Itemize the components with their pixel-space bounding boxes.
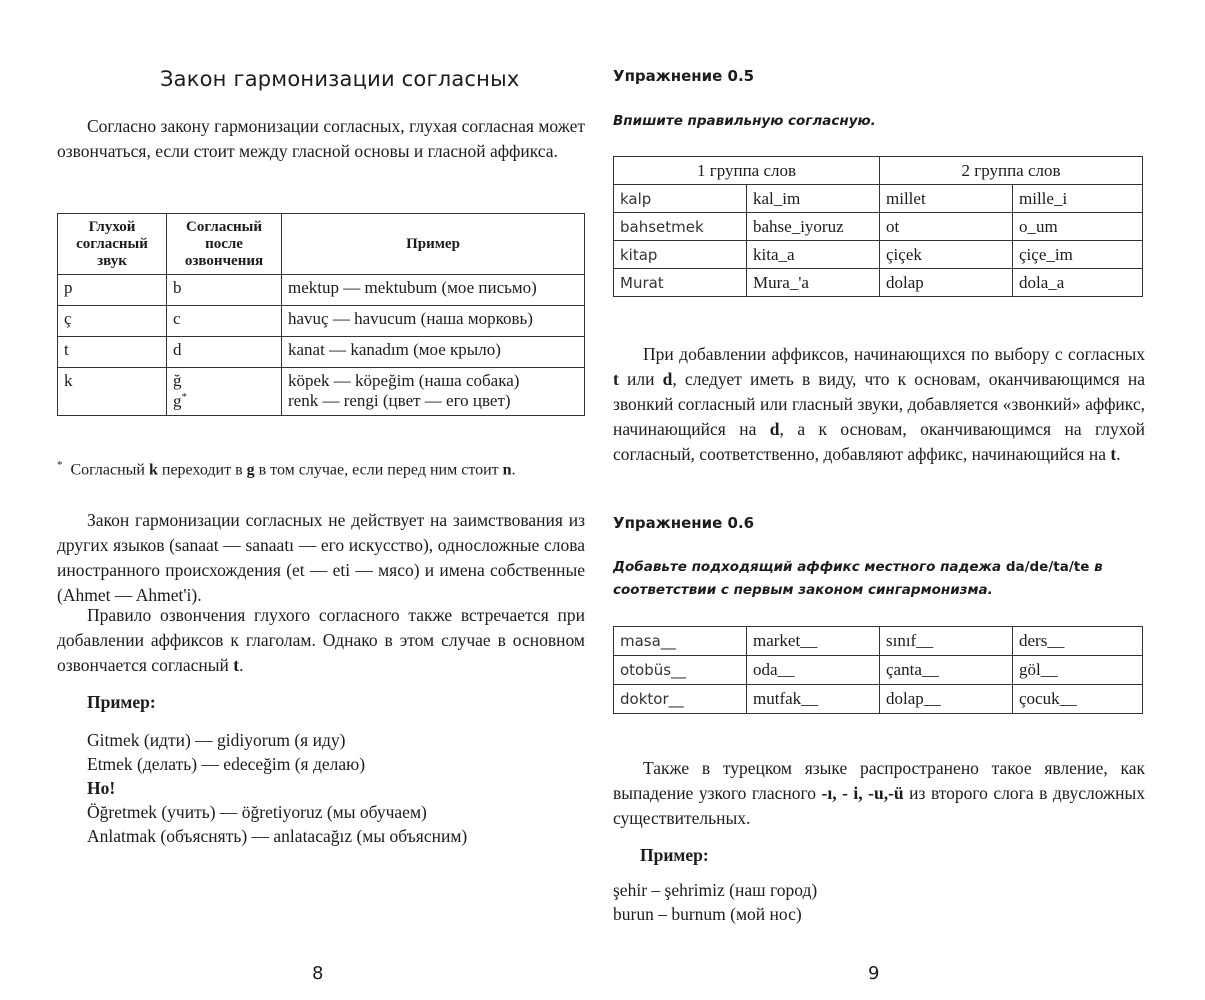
table-cell[interactable]: dola_a [1013,269,1143,297]
example-line: Anlatmak (объяснять) — anlatacağız (мы объясним) [87,826,468,846]
table-cell[interactable]: oda__ [747,656,880,685]
table-cell: çiçek [880,241,1013,269]
table-cell[interactable]: göl__ [1013,656,1143,685]
table-header: Глухой согласный звук [58,214,167,275]
paragraph-vowel-drop [613,756,1145,831]
paragraph-affixes [613,342,1145,467]
table-header-row [614,157,1143,185]
paragraph-bold: t [613,369,619,389]
paragraph-text: Также в турецком языке распространено такое явление, как выпадение узкого гласного [613,758,1145,803]
paragraph-text: . [1116,444,1121,464]
table-cell[interactable]: çiçe_im [1013,241,1143,269]
table-cell: dolap [880,269,1013,297]
consonant-table [57,213,585,416]
table-cell: t [58,337,167,368]
table-cell[interactable]: çocuk__ [1013,685,1143,714]
exercise-task [613,556,1145,602]
table-cell[interactable]: ders__ [1013,627,1143,656]
paragraph-bold: d [769,419,780,439]
cell-line [173,391,275,412]
exercise-title: Упражнение 0.5 [613,67,755,85]
footnote-text: Согласный [70,461,149,479]
exercise-table-1 [613,156,1143,297]
example-line: şehir – şehrimiz (наш город) [613,880,818,900]
table-cell: havuç — havucum (наша морковь) [282,306,585,337]
table-cell[interactable]: o_um [1013,213,1143,241]
example-line: Öğretmek (учить) — öğretiyoruz (мы обучаем) [87,802,427,822]
example-line: Etmek (делать) — edeceğim (я делаю) [87,754,366,774]
table-cell[interactable]: kita_a [747,241,880,269]
table-cell: p [58,275,167,306]
table-row [614,185,1143,213]
exercise-table-2 [613,626,1143,714]
table-row [58,337,585,368]
table-cell: bahsetmek [614,213,747,241]
cell-line: renk — rengi (цвет — его цвет) [288,391,511,410]
example-list [87,728,467,848]
paragraph-verbs [57,603,585,678]
table-cell [167,368,282,416]
table-cell: kitap [614,241,747,269]
table-cell[interactable]: Mura_'a [747,269,880,297]
table-cell[interactable]: doktor__ [614,685,747,714]
exercise-task: Впишите правильную согласную. [613,113,876,129]
paragraph-text: , следует иметь в виду, что к основам, оканчивающимся на звонкий согласный или гласный звуки, добавляется «звонкий» аффикс, начинающийся на [613,369,1145,439]
table-cell[interactable]: market__ [747,627,880,656]
table-cell: kalp [614,185,747,213]
cell-line: köpek — köpeğim (наша собака) [288,371,520,390]
table-cell[interactable]: dolap__ [880,685,1013,714]
task-text: Добавьте подходящий аффикс местного падежа [613,559,1006,575]
paragraph-bold: t [233,655,240,675]
footnote-text: . [511,461,516,479]
exercise-title: Упражнение 0.6 [613,514,755,532]
table-cell: d [167,337,282,368]
paragraph-text: Правило озвончения глухого согласного также встречается при добавлении аффиксов к глаголам. Однако в этом случае в основном озвончается согласный [57,605,585,675]
footnote-bold: g [246,461,255,479]
paragraph-text: или [618,369,663,389]
task-affixes: da/de/ta/te [1005,559,1090,575]
footnote-text: переходит в [157,461,247,479]
paragraph-loanwords: Закон гармонизации согласных не действует на заимствования из других языков (sanaat — sanaatı — его искусство), односложные слова иностранного происхождения (et — eti — мясо) и имена собственные (Ahmet — Ahmet'i). [57,510,585,605]
table-cell[interactable]: otobüs__ [614,656,747,685]
footnote-text: в том случае, если перед ним стоит [254,461,503,479]
paragraph-text: , а к основам, оканчивающимся на глухой согласный, соответственно, добавляют аффикс, начинающийся на [613,419,1145,464]
table-cell[interactable]: mutfak__ [747,685,880,714]
table-cell [282,368,585,416]
footnote-mark: * [57,459,63,471]
example-list [613,878,817,926]
table-header: Согласный после озвончения [167,214,282,275]
table-cell: c [167,306,282,337]
page-number: 8 [312,963,324,984]
table-cell[interactable]: masa__ [614,627,747,656]
example-line: burun – burnum (мой нос) [613,904,802,924]
table-row [58,306,585,337]
table-cell: b [167,275,282,306]
but-label: Но! [87,778,116,798]
cell-line: ğ [173,371,182,390]
table-row [58,368,585,416]
paragraph-bold: -ı, - i, -u,-ü [821,783,904,803]
page-number: 9 [868,963,880,984]
asterisk-mark: * [181,391,187,403]
example-label: Пример: [640,845,709,865]
table-header-row [58,214,585,275]
table-header: Пример [282,214,585,275]
paragraph-bold: d [662,369,673,389]
intro-paragraph: Согласно закону гармонизации согласных, глухая согласная может озвончаться, если стоит между гласной основы и гласной аффикса. [57,116,585,161]
right-page [603,0,1205,1000]
paragraph-text: . [239,655,244,675]
example-label: Пример: [87,692,156,712]
table-cell[interactable]: kal_im [747,185,880,213]
table-header: 2 группа слов [880,157,1143,185]
table-cell: millet [880,185,1013,213]
table-row [614,685,1143,714]
paragraph-text: из второго слога в двусложных существительных. [613,783,1145,828]
table-row [614,213,1143,241]
table-cell: k [58,368,167,416]
table-cell: ç [58,306,167,337]
example-line: Gitmek (идти) — gidiyorum (я иду) [87,730,346,750]
table-row [614,241,1143,269]
table-cell: mektup — mektubum (мое письмо) [282,275,585,306]
table-cell[interactable]: mille_i [1013,185,1143,213]
paragraph-bold: t [1110,444,1117,464]
table-cell[interactable]: sınıf__ [880,627,1013,656]
table-row [614,627,1143,656]
footnote-bold: n [502,461,512,479]
table-row [614,269,1143,297]
table-header: 1 группа слов [614,157,880,185]
paragraph-text: При добавлении аффиксов, начинающихся по выбору с согласных [643,344,1145,364]
cell-letter: g [173,391,182,411]
footnote [57,459,516,479]
table-cell[interactable]: bahse_iyoruz [747,213,880,241]
table-row [614,656,1143,685]
page-title: Закон гармонизации согласных [160,67,520,91]
table-cell: Murat [614,269,747,297]
task-text: в соответствии с первым законом сингармонизма. [613,559,1103,598]
table-cell: ot [880,213,1013,241]
footnote-bold: k [148,461,158,479]
table-cell: kanat — kanadım (мое крыло) [282,337,585,368]
table-row [58,275,585,306]
table-cell[interactable]: çanta__ [880,656,1013,685]
